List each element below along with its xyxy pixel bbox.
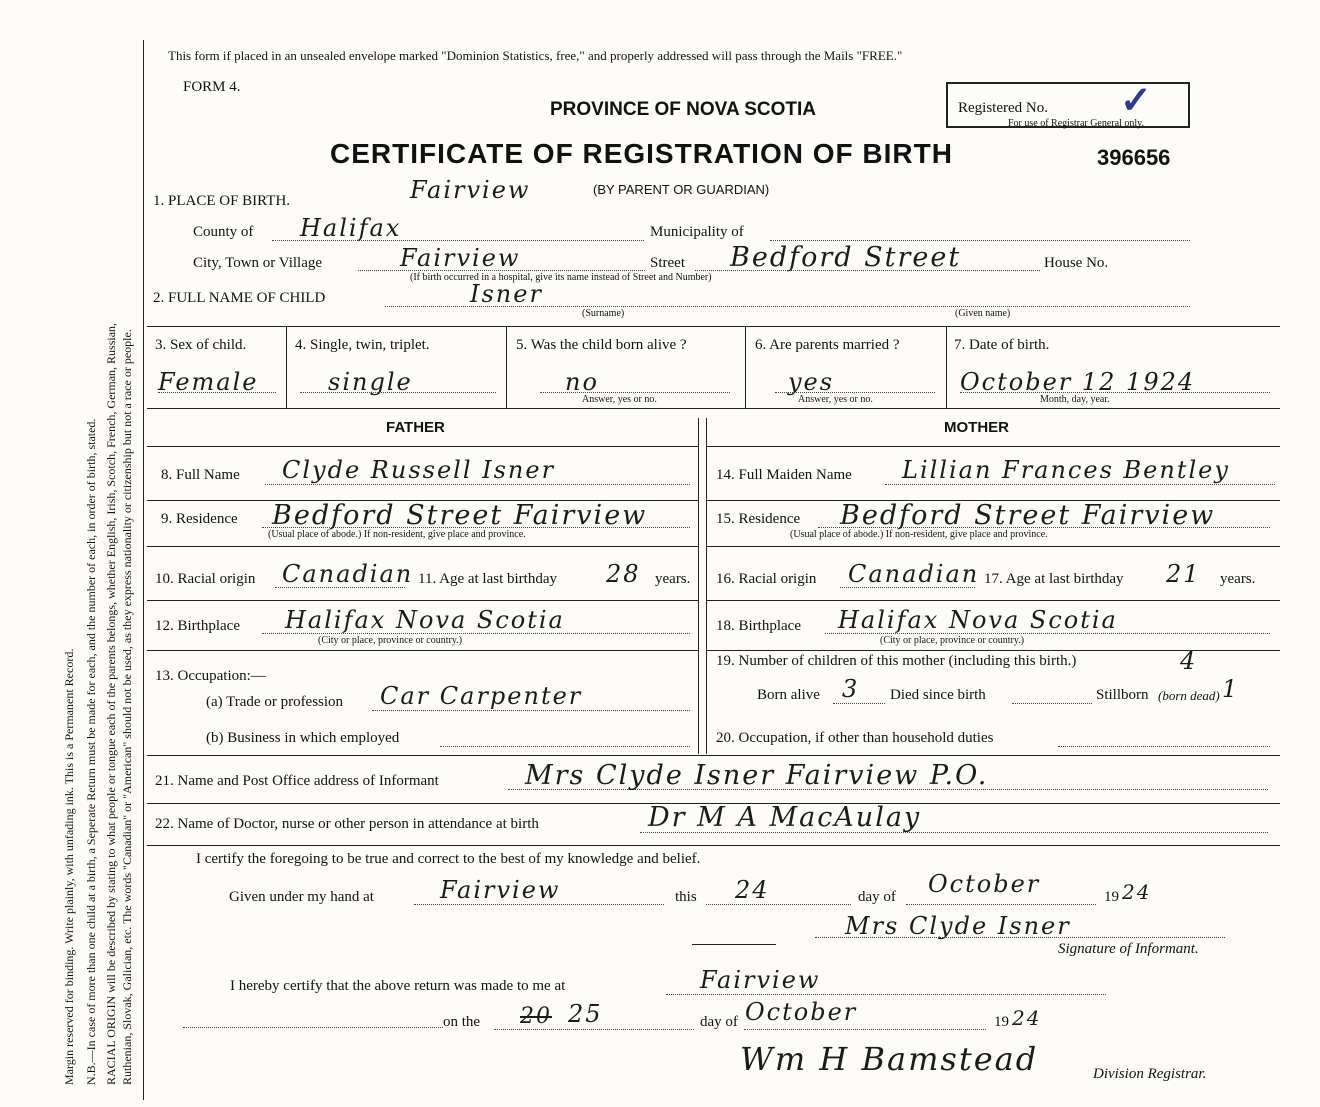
born-alive-value: 3 [842, 675, 860, 703]
margin-note-racial-origin: RACIAL ORIGIN will be described by stating to what people or tongue each of the parents belongs, whether English, Irish, Scotch, French, German, Russian, [104, 322, 118, 1085]
registered-label: Registered No. [958, 100, 1048, 116]
margin-rule [143, 40, 144, 1100]
mother-residence-value: Bedford Street Fairview [840, 500, 1216, 531]
registrar-year-prefix: 19 [994, 1014, 1009, 1030]
house-label: House No. [1044, 255, 1109, 271]
plurality-value: single [328, 368, 413, 396]
registrar-on-label: on the [443, 1014, 481, 1030]
alive-value: no [565, 368, 599, 396]
certificate-subtitle: (BY PARENT OR GUARDIAN) [593, 182, 770, 197]
father-race-value: Canadian [282, 560, 414, 588]
mother-age-value: 21 [1166, 560, 1201, 588]
hospital-note: (If birth occurred in a hospital, give its name instead of Street and Number) [410, 272, 712, 283]
father-birthplace-note: (City or place, province or country.) [318, 635, 463, 646]
registrar-date-struck: 20 [520, 1004, 552, 1029]
mother-birthplace-note: (City or place, province or country.) [880, 635, 1025, 646]
child-name-label: 2. FULL NAME OF CHILD [153, 290, 326, 306]
given-year-prefix: 19 [1104, 889, 1119, 905]
doctor-label: 22. Name of Doctor, nurse or other person in attendance at birth [155, 816, 539, 832]
married-note: Answer, yes or no. [798, 394, 873, 405]
sex-label: 3. Sex of child. [155, 337, 247, 353]
municipality-label: Municipality of [650, 224, 744, 240]
plurality-label: 4. Single, twin, triplet. [295, 337, 430, 353]
registered-note: For use of Registrar General only. [1008, 118, 1144, 129]
father-birthplace-label: 12. Birthplace [155, 618, 240, 634]
dob-note: Month, day, year. [1040, 394, 1110, 405]
margin-note-racial-origin-2: Ruthenian, Slovak, Galician, etc. The words "Canadian" or "American" should not be used, as they express nationality or citizenship but not a race or people. [120, 329, 134, 1085]
registrar-label: Division Registrar. [1093, 1066, 1207, 1082]
mother-children-value: 4 [1180, 647, 1198, 675]
stillborn-label: Stillborn [1096, 687, 1149, 703]
dob-value: October 12 1924 [960, 368, 1196, 396]
mother-residence-label: 15. Residence [716, 511, 801, 527]
alive-label: 5. Was the child born alive ? [516, 337, 687, 353]
informant-label: 21. Name and Post Office address of Informant [155, 773, 439, 789]
mother-name-label: 14. Full Maiden Name [716, 467, 852, 483]
married-value: yes [788, 368, 835, 396]
informant-signature: Mrs Clyde Isner [845, 912, 1071, 940]
mother-birthplace-value: Halifax Nova Scotia [838, 606, 1118, 634]
died-since-birth-label: Died since birth [890, 687, 986, 703]
father-trade-value: Car Carpenter [380, 682, 583, 710]
mother-race-label: 16. Racial origin [716, 571, 817, 587]
street-label: Street [650, 255, 685, 271]
mother-age-label: 17. Age at last birthday [984, 571, 1124, 587]
father-occupation-label: 13. Occupation:— [155, 668, 266, 684]
city-value: Fairview [400, 244, 521, 272]
margin-note-binding: Margin reserved for binding. Write plainly, with unfading ink. This is a Permanent Record. [62, 648, 76, 1085]
registered-check-mark: ✓ [1120, 80, 1152, 122]
informant-signature-label: Signature of Informant. [1058, 941, 1199, 957]
given-year-value: 24 [1122, 880, 1152, 904]
mother-birthplace-label: 18. Birthplace [716, 618, 801, 634]
given-day-value: 24 [735, 876, 770, 904]
margin-note-multiple-births: N.B.—In case of more than one child at a birth, a Seperate Return must be made for each, and the number of each, in order of birth, stated. [84, 418, 98, 1085]
given-this-label: this [675, 889, 697, 905]
registrar-signature: Wm H Bamstead [740, 1040, 1039, 1078]
father-age-years: years. [655, 571, 691, 587]
certificate-title: CERTIFICATE OF REGISTRATION OF BIRTH [330, 138, 953, 169]
given-label: Given under my hand at [229, 889, 374, 905]
certify-statement: I certify the foregoing to be true and correct to the best of my knowledge and belief. [196, 851, 701, 867]
father-residence-label: 9. Residence [161, 511, 238, 527]
married-label: 6. Are parents married ? [755, 337, 900, 353]
informant-value: Mrs Clyde Isner Fairview P.O. [525, 760, 989, 791]
father-residence-value: Bedford Street Fairview [272, 500, 648, 531]
mother-occupation-label: 20. Occupation, if other than household duties [716, 730, 994, 746]
mother-name-value: Lillian Frances Bentley [902, 456, 1230, 484]
given-name-note: (Given name) [955, 308, 1011, 319]
stillborn-note: (born dead) [1158, 688, 1220, 703]
father-residence-note: (Usual place of abode.) If non-resident, give place and province. [268, 529, 526, 540]
city-label: City, Town or Village [193, 255, 323, 271]
registrar-year-value: 24 [1012, 1006, 1042, 1030]
street-value: Bedford Street [730, 242, 962, 273]
mother-race-value: Canadian [848, 560, 980, 588]
mother-residence-note: (Usual place of abode.) If non-resident, give place and province. [790, 529, 1048, 540]
registrar-statement: I hereby certify that the above return was made to me at [230, 978, 566, 994]
registrar-dayof-label: day of [700, 1014, 738, 1030]
child-surname-value: Isner [470, 280, 543, 308]
given-place-value: Fairview [440, 876, 561, 904]
given-month-value: October [928, 870, 1041, 898]
dob-label: 7. Date of birth. [954, 337, 1050, 353]
alive-note: Answer, yes or no. [582, 394, 657, 405]
county-label: County of [193, 224, 254, 240]
registered-box [946, 82, 1190, 128]
place-of-birth-label: 1. PLACE OF BIRTH. [153, 193, 291, 209]
stillborn-value: 1 [1222, 675, 1240, 703]
registrar-place-value: Fairview [700, 966, 821, 994]
born-alive-label: Born alive [757, 687, 820, 703]
mail-notice: This form if placed in an unsealed envelope marked "Dominion Statistics, free," and properly addressed will pass through the Mails "FREE." [168, 48, 903, 63]
father-name-label: 8. Full Name [161, 467, 240, 483]
father-business-label: (b) Business in which employed [206, 730, 400, 746]
registrar-month-value: October [745, 998, 858, 1026]
mother-children-label: 19. Number of children of this mother (including this birth.) [716, 653, 1077, 669]
province-heading: PROVINCE OF NOVA SCOTIA [550, 99, 817, 120]
place-of-birth-value: Fairview [410, 176, 531, 204]
doctor-value: Dr M A MacAulay [648, 802, 922, 833]
father-name-value: Clyde Russell Isner [282, 456, 556, 484]
surname-note: (Surname) [582, 308, 625, 319]
father-age-value: 28 [606, 560, 641, 588]
father-birthplace-value: Halifax Nova Scotia [285, 606, 565, 634]
sex-value: Female [158, 368, 259, 396]
father-age-label: 11. Age at last birthday [418, 571, 557, 587]
certificate-number: 396656 [1097, 145, 1171, 170]
given-dayof-label: day of [858, 889, 896, 905]
father-race-label: 10. Racial origin [155, 571, 256, 587]
father-trade-label: (a) Trade or profession [206, 694, 344, 710]
county-value: Halifax [300, 214, 402, 242]
form-number: FORM 4. [183, 79, 241, 95]
mother-age-years: years. [1220, 571, 1256, 587]
registrar-date-value: 25 [568, 1000, 603, 1028]
mother-heading: MOTHER [944, 419, 1009, 436]
father-heading: FATHER [386, 419, 445, 436]
